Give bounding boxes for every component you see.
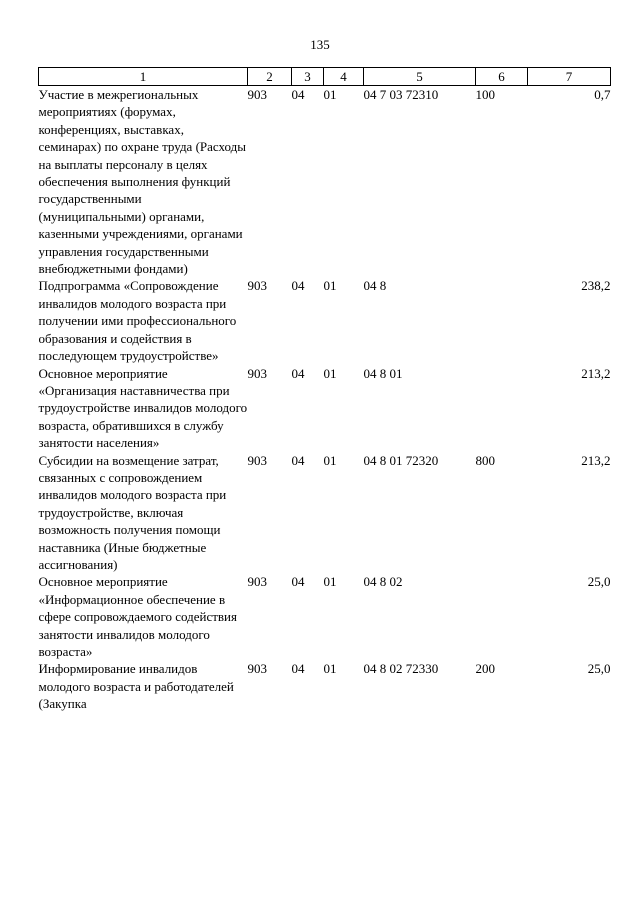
- amount: 213,2: [581, 365, 611, 381]
- section-code: 04: [291, 87, 305, 102]
- ministry-code: 903: [247, 452, 267, 468]
- expense-type-code: [476, 365, 528, 452]
- ministry-code: 903: [247, 278, 267, 294]
- ministry-code: 903: [247, 87, 267, 102]
- section-code: 04: [291, 452, 305, 468]
- target-article-code: 04 8 02 72330: [363, 661, 439, 677]
- table-row: [39, 660, 611, 712]
- ministry-code: 903: [247, 574, 267, 590]
- expense-type-code: 200: [475, 661, 495, 677]
- subsection-code: 01: [323, 452, 337, 468]
- ministry-code: 903: [247, 365, 267, 381]
- row-name: Основное мероприятие «Информационное обеспечение в сфере сопровождаемого содействия занятости инвалидов молодого возраста»: [38, 574, 237, 659]
- column-header-4: 4: [324, 68, 364, 86]
- section-code: 04: [291, 278, 305, 294]
- column-header-3: 3: [292, 68, 324, 86]
- subsection-code: 01: [323, 87, 337, 102]
- column-header-6: 6: [476, 68, 528, 86]
- target-article-code: 04 8 01 72320: [363, 452, 439, 468]
- page-number: 135: [310, 37, 330, 52]
- table-row: [39, 365, 611, 452]
- amount: 25,0: [587, 574, 611, 590]
- expense-type-code: 100: [475, 87, 495, 102]
- section-code: 04: [291, 574, 305, 590]
- table-row: [39, 86, 611, 278]
- amount: 0,7: [594, 87, 611, 102]
- section-code: 04: [291, 661, 305, 677]
- target-article-code: 04 8 02: [363, 574, 403, 590]
- row-name: Подпрограмма «Сопровождение инвалидов молодого возраста при получении ими профессионального образования и содействия в последующем трудоустройстве»: [38, 278, 237, 364]
- row-name: Информирование инвалидов молодого возраста и работодателей (Закупка: [38, 661, 234, 712]
- budget-table: [38, 67, 611, 713]
- target-article-code: 04 8 01: [363, 365, 403, 381]
- subsection-code: 01: [323, 574, 337, 590]
- column-header-7: 7: [528, 68, 611, 86]
- amount: 213,2: [581, 452, 611, 468]
- amount: 238,2: [581, 278, 611, 294]
- amount: 25,0: [587, 661, 611, 677]
- table-row: [39, 452, 611, 574]
- table-row: [39, 277, 611, 364]
- section-code: 04: [291, 365, 305, 381]
- target-article-code: 04 7 03 72310: [363, 87, 439, 102]
- column-header-2: 2: [248, 68, 292, 86]
- row-name: Участие в межрегиональных мероприятиях (форумах, конференциях, выставках, семинарах) по охране труда (Расходы на выплаты персоналу в целях обеспечения выполнения функций государственными (муниципальными) органами, казенными учреждениями, органами управления государственными внебюджетными фондами): [38, 87, 246, 277]
- expense-type-code: [476, 277, 528, 364]
- ministry-code: 903: [247, 661, 267, 677]
- table-row: [39, 573, 611, 660]
- subsection-code: 01: [323, 278, 337, 294]
- column-header-1: 1: [39, 68, 248, 86]
- row-name: Субсидии на возмещение затрат, связанных с сопровождением инвалидов молодого возраста при трудоустройстве, включая возможность получения помощи наставника (Иные бюджетные ассигнования): [38, 452, 227, 572]
- expense-type-code: 800: [475, 452, 495, 468]
- header-row: [39, 68, 611, 86]
- expense-type-code: [476, 573, 528, 660]
- row-name: Основное мероприятие «Организация наставничества при трудоустройстве инвалидов молодого возраста, обратившихся в службу занятости населения»: [38, 365, 248, 451]
- target-article-code: 04 8: [363, 278, 387, 294]
- subsection-code: 01: [323, 661, 337, 677]
- subsection-code: 01: [323, 365, 337, 381]
- column-header-5: 5: [364, 68, 476, 86]
